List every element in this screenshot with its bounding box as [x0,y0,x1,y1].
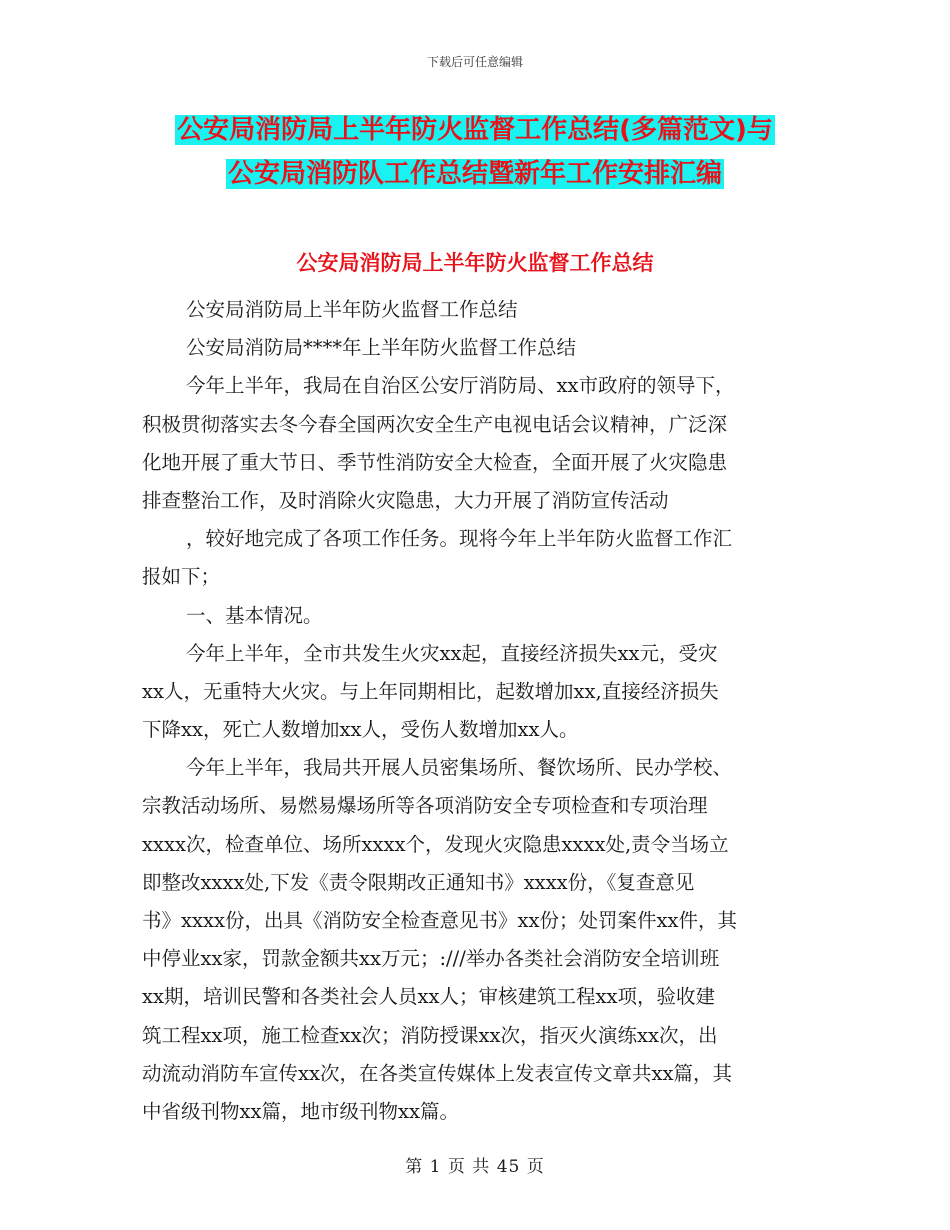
document-title [0,108,950,196]
body-line: 中停业xx家，罚款金额共xx万元；:///举办各类社会消防安全培训班 [142,947,720,971]
header-note: 下载后可任意编辑 [426,55,523,69]
body-line: 积极贯彻落实去冬今春全国两次安全生产电视电话会议精神，广泛深 [142,412,728,436]
body-line: 今年上半年，我局在自治区公安厅消防局、xx市政府的领导下， [186,374,735,398]
body-line: 今年上半年，全市共发生火灾xx起，直接经济损失xx元，受灾 [186,641,718,665]
body-line: 公安局消防局上半年防火监督工作总结 [186,298,518,321]
body-line: 排查整治工作，及时消除火灾隐患，大力开展了消防宣传活动 [142,488,669,512]
body-line: ，较好地完成了各项工作任务。现将今年上半年防火监督工作汇 [186,527,733,551]
body-line: xxxx次，检查单位、场所xxxx个，发现火灾隐患xxxx处,责令当场立 [142,832,729,856]
body-line: 筑工程xx项，施工检查xx次；消防授课xx次，指灭火演练xx次，出 [142,1023,718,1047]
body-line: 化地开展了重大节日、季节性消防安全大检查，全面开展了火灾隐患 [142,450,728,474]
body-line: 公安局消防局****年上半年防火监督工作总结 [186,336,577,360]
body-line: 一、基本情况。 [186,603,323,627]
body-line: 今年上半年，我局共开展人员密集场所、餐饮场所、民办学校、 [186,756,733,780]
body-line: 报如下； [142,565,221,589]
body-line: xx人，无重特大火灾。与上年同期相比，起数增加xx,直接经济损失 [142,679,719,703]
body-line: 中省级刊物xx篇，地市级刊物xx篇。 [142,1099,459,1123]
body-text [142,291,810,1131]
body-line: 动流动消防车宣传xx次，在各类宣传媒体上发表宣传文章共xx篇，其 [142,1061,732,1085]
body-line: xx期，培训民警和各类社会人员xx人；审核建筑工程xx项，验收建 [142,985,715,1009]
body-line: 书》xxxx份，出具《消防安全检查意见书》xx份；处罚案件xx件，其 [142,909,737,932]
body-line: 宗教活动场所、易燃易爆场所等各项消防安全专项检查和专项治理 [142,794,708,818]
body-line: 即整改xxxx处,下发《责令限期改正通知书》xxxx份，《复查意见 [142,870,695,894]
document-title-line-2: 公安局消防队工作总结暨新年工作安排汇编 [227,159,722,189]
body-line: 下降xx，死亡人数增加xx人，受伤人数增加xx人。 [142,718,579,742]
section-title: 公安局消防局上半年防火监督工作总结 [296,251,654,275]
document-title-line-1: 公安局消防局上半年防火监督工作总结(多篇范文)与 [177,115,773,145]
page-number-footer: 第 1 页 共 45 页 [405,1157,545,1177]
